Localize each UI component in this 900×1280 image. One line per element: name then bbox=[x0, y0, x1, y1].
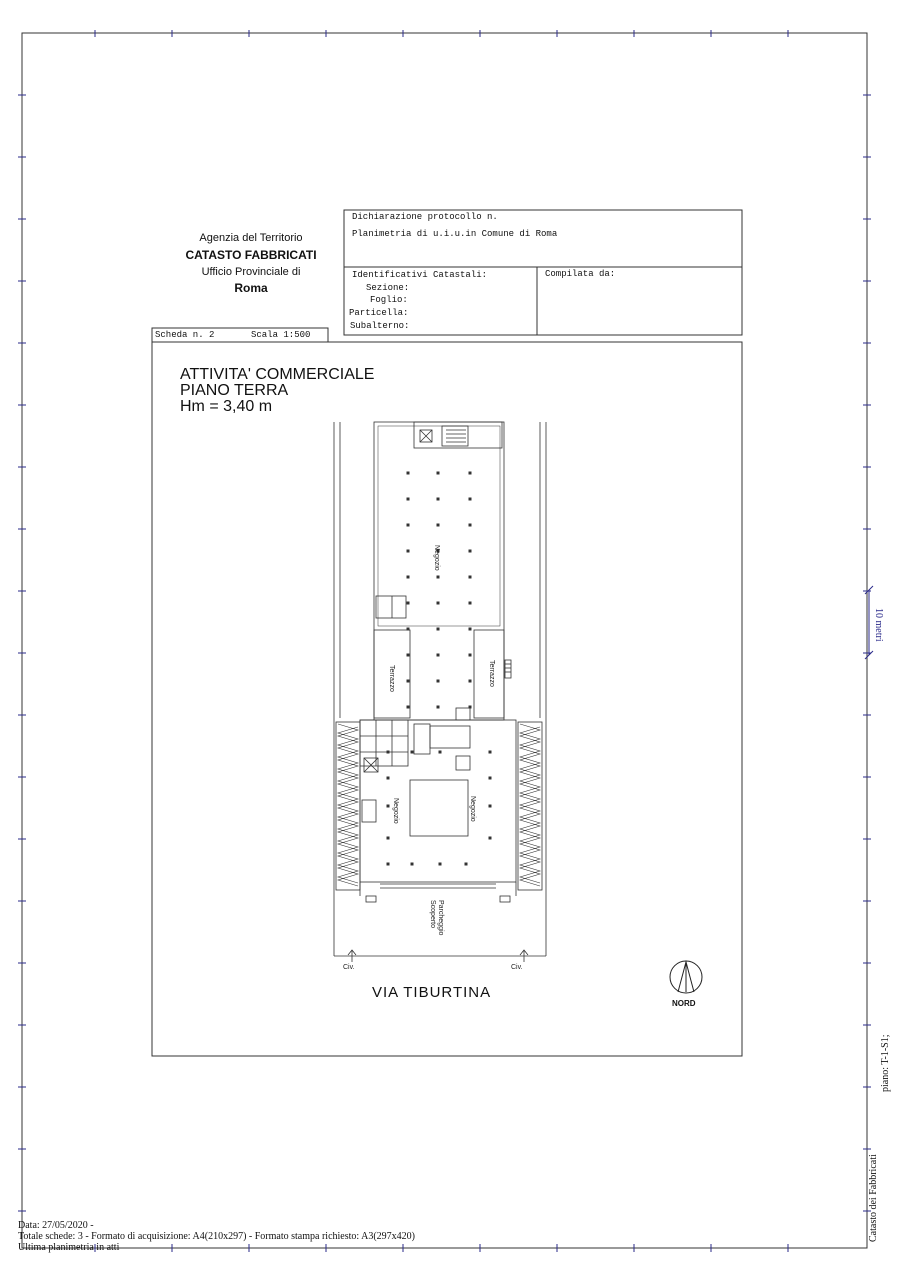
agency-name: Agenzia del Territorio bbox=[199, 232, 303, 244]
footer-format: Totale schede: 3 - Formato di acquisizione: A4(210x297) - Formato stampa richiesto: A3(297x420) bbox=[18, 1231, 415, 1242]
room-negozio-upper: Negozio bbox=[433, 545, 440, 571]
subalterno-label: Subalterno: bbox=[350, 321, 410, 331]
scale-label: Scala 1:500 bbox=[251, 330, 311, 340]
office-label: Ufficio Provinciale di bbox=[201, 266, 301, 278]
civ-right-label: Civ. bbox=[511, 964, 523, 971]
office-city: Roma bbox=[234, 281, 268, 295]
plan-title-block bbox=[180, 367, 374, 415]
footer-note: Ultima planimetria in atti bbox=[18, 1242, 120, 1253]
scale-bar bbox=[865, 586, 873, 659]
street-name: VIA TIBURTINA bbox=[372, 984, 492, 1001]
plan-title-floor: PIANO TERRA bbox=[180, 382, 289, 399]
north-label: NORD bbox=[672, 999, 696, 1008]
scale-bar-label: 10 metri bbox=[873, 608, 884, 642]
identificativi-label: Identificativi Catastali: bbox=[352, 270, 488, 280]
catasto-title: CATASTO FABBRICATI bbox=[185, 248, 317, 262]
plan-title-height: Hm = 3,40 m bbox=[180, 398, 273, 415]
room-negozio-lower-left: Negozio bbox=[392, 798, 399, 824]
room-terrazzo-left: Terrazzo bbox=[388, 665, 395, 692]
footer-block bbox=[18, 1220, 415, 1253]
catasto-margin-label: Catasto dei Fabbricati bbox=[868, 1154, 879, 1242]
room-parcheggio: Parcheggio Scoperto bbox=[429, 900, 444, 936]
foglio-label: Foglio: bbox=[370, 295, 408, 305]
north-arrow-icon bbox=[670, 961, 702, 993]
compilata-label: Compilata da: bbox=[545, 269, 616, 279]
room-terrazzo-right: Terrazzo bbox=[488, 660, 495, 687]
dichiarazione-label: Dichiarazione protocollo n. bbox=[352, 212, 498, 222]
planimetria-label: Planimetria di u.i.u.in Comune di Roma bbox=[352, 229, 558, 239]
agency-block bbox=[176, 232, 326, 295]
room-negozio-lower-right: Negozio bbox=[469, 796, 476, 822]
particella-label: Particella: bbox=[349, 308, 409, 318]
plan-box bbox=[152, 342, 742, 1056]
scheda-number: Scheda n. 2 bbox=[155, 330, 215, 340]
footer-date: Data: 27/05/2020 - bbox=[18, 1220, 94, 1231]
floor-plan bbox=[334, 422, 546, 962]
piano-label: piano: T-1-S1; bbox=[880, 1034, 891, 1092]
plan-title-use: ATTIVITA' COMMERCIALE bbox=[180, 366, 375, 383]
civ-left-label: Civ. bbox=[343, 964, 355, 971]
sezione-label: Sezione: bbox=[366, 283, 410, 293]
